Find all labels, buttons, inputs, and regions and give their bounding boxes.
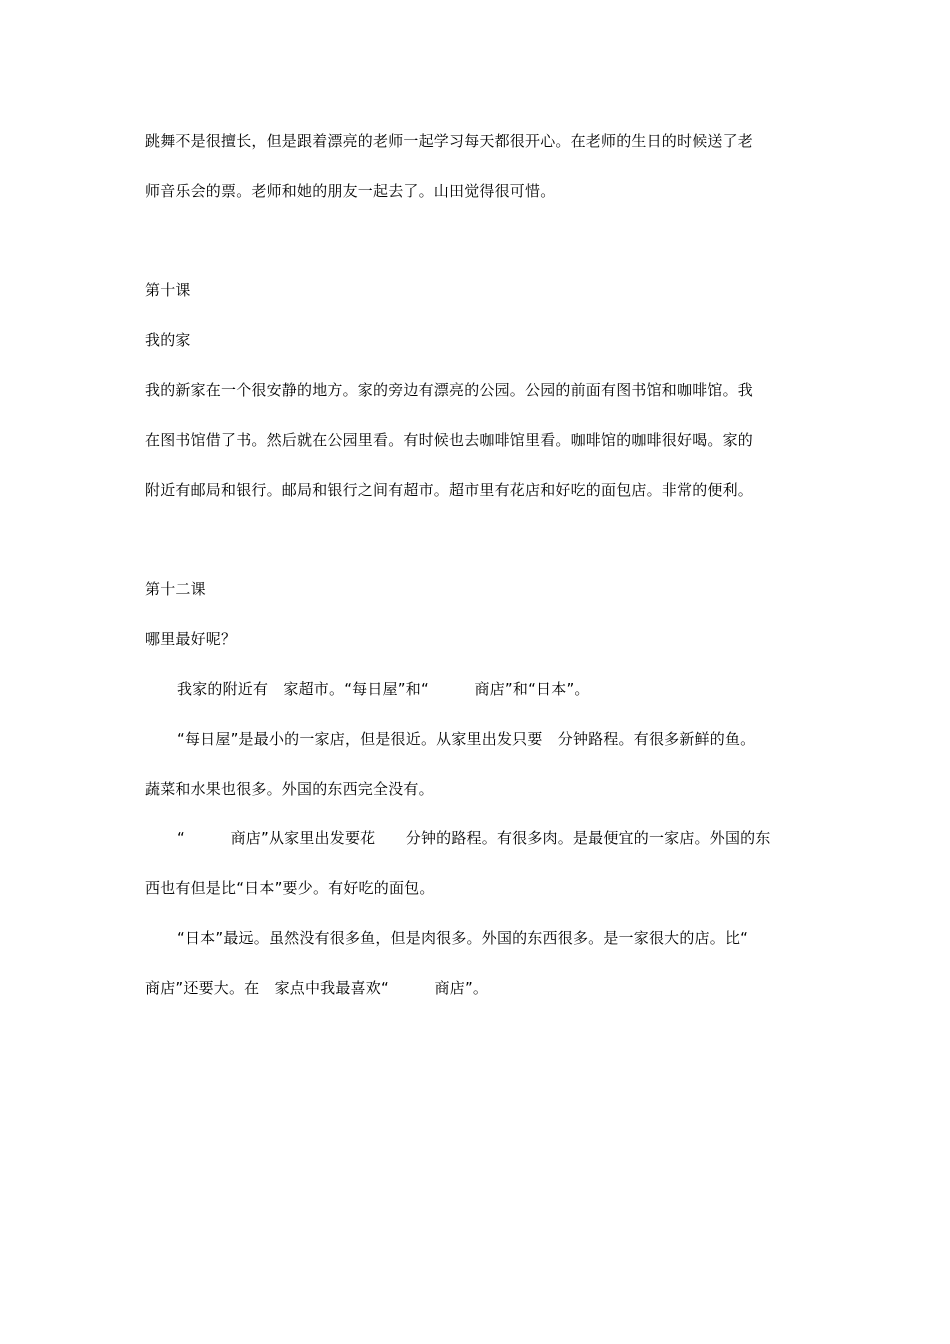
paragraph-line: “日本”最远。虽然没有很多鱼，但是肉很多。外国的东西很多。是一家很大的店。比“ <box>177 929 749 947</box>
lesson-title: 哪里最好呢？ <box>145 630 237 648</box>
lesson-title: 我的家 <box>145 331 191 349</box>
paragraph-line: 蔬菜和水果也很多。外国的东西完全没有。 <box>145 780 434 798</box>
paragraph-line: 跳舞不是很擅长，但是跟着漂亮的老师一起学习每天都很开心。在老师的生日的时候送了老 <box>145 132 754 150</box>
paragraph-line: 西也有但是比“日本”要少。有好吃的面包。 <box>145 879 435 897</box>
lesson-heading: 第十二课 <box>145 580 206 598</box>
paragraph-line: 附近有邮局和银行。邮局和银行之间有超市。超市里有花店和好吃的面包店。非常的便利。 <box>145 481 754 499</box>
paragraph-line: 在图书馆借了书。然后就在公园里看。有时候也去咖啡馆里看。咖啡馆的咖啡很好喝。家的 <box>145 431 754 449</box>
paragraph-line: 商店”还要大。在 家点中我最喜欢“ 商店”。 <box>145 979 489 997</box>
paragraph-line: 师音乐会的票。老师和她的朋友一起去了。山田觉得很可惜。 <box>145 182 556 200</box>
paragraph-line: “ 商店”从家里出发要花 分钟的路程。有很多肉。是最便宜的一家店。外国的东 <box>177 829 771 847</box>
lesson-heading: 第十课 <box>145 281 191 299</box>
paragraph-line: 我的新家在一个很安静的地方。家的旁边有漂亮的公园。公园的前面有图书馆和咖啡馆。我 <box>145 381 754 399</box>
paragraph-line: 我家的附近有 家超市。“每日屋”和“ 商店”和“日本”。 <box>177 680 590 698</box>
paragraph-line: “每日屋”是最小的一家店，但是很近。从家里出发只要 分钟路程。有很多新鲜的鱼。 <box>177 730 756 748</box>
